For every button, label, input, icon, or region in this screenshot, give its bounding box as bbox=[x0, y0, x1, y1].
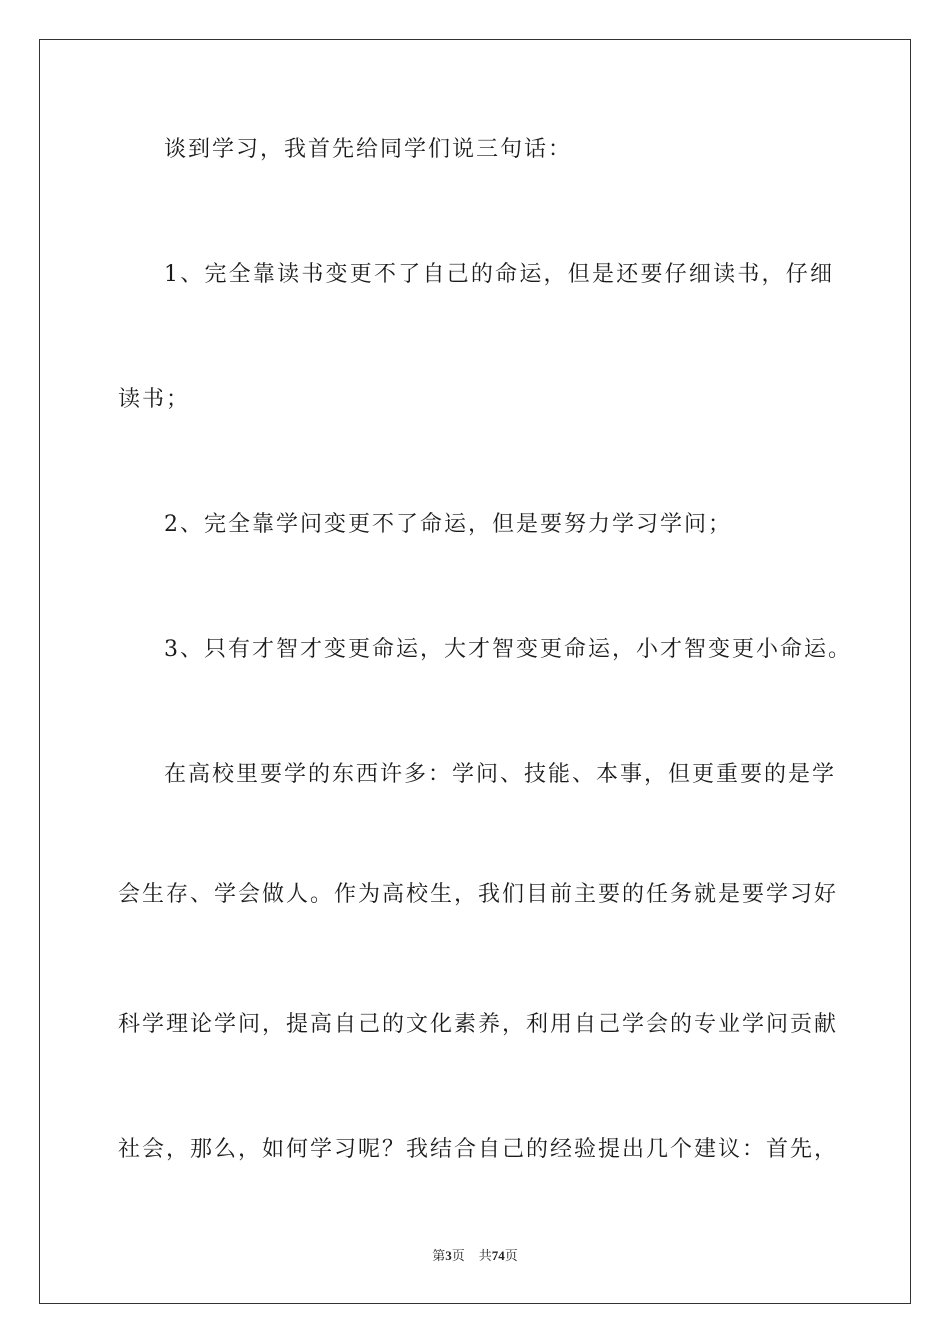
paragraph-line: 会生存、学会做人。作为高校生，我们目前主要的任务就是要学习好 bbox=[118, 882, 839, 907]
page-footer bbox=[0, 1247, 950, 1265]
page-suffix: 页 bbox=[451, 1248, 465, 1263]
total-pages: 74 bbox=[491, 1248, 505, 1263]
paragraph-line: 读书； bbox=[118, 387, 191, 412]
total-prefix: 共 bbox=[478, 1248, 492, 1263]
paragraph-line: 1、完全靠读书变更不了自己的命运，但是还要仔细读书，仔细 bbox=[164, 262, 834, 287]
paragraph-line: 谈到学习，我首先给同学们说三句话： bbox=[164, 137, 573, 162]
page-number: 3 bbox=[445, 1248, 452, 1263]
paragraph-line: 在高校里要学的东西许多：学问、技能、本事，但更重要的是学 bbox=[164, 762, 837, 787]
page-border bbox=[39, 39, 911, 1304]
paragraph-line: 2、完全靠学问变更不了命运，但是要努力学习学问； bbox=[164, 512, 732, 537]
paragraph-line: 3、只有才智才变更命运，大才智变更命运，小才智变更小命运。 bbox=[164, 637, 852, 662]
paragraph-line: 科学理论学问，提高自己的文化素养，利用自己学会的专业学问贡献 bbox=[118, 1012, 839, 1037]
total-suffix: 页 bbox=[504, 1248, 518, 1263]
paragraph-line: 社会，那么，如何学习呢？我结合自己的经验提出几个建议：首先， bbox=[118, 1137, 839, 1162]
page-prefix: 第 bbox=[432, 1248, 446, 1263]
